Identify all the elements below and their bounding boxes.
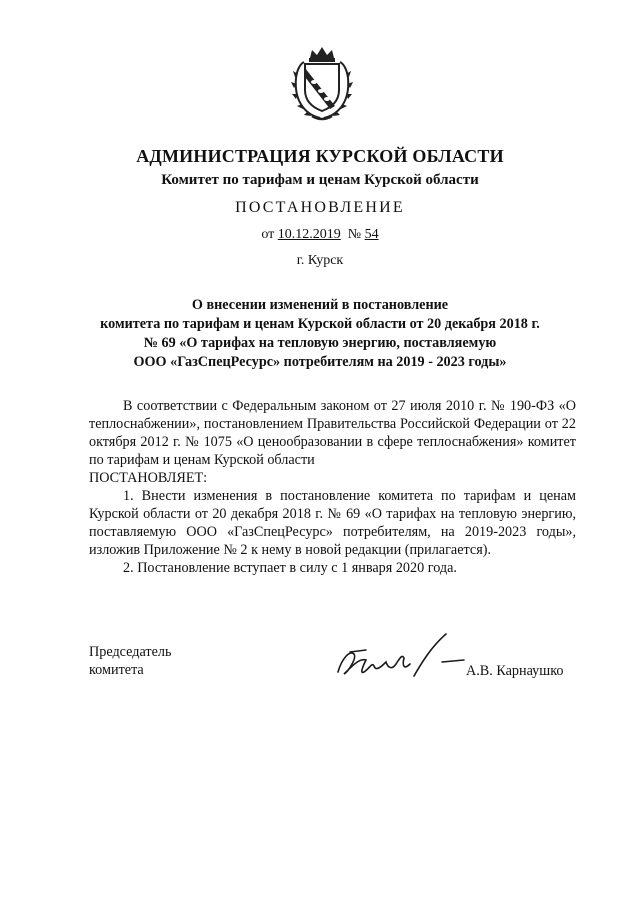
- signatory-position: [89, 643, 171, 679]
- position-line-1: Председатель: [89, 644, 172, 660]
- decree-word: ПОСТАНОВЛЯЕТ:: [89, 470, 208, 486]
- handwritten-signature: [330, 628, 470, 688]
- document-type: ПОСТАНОВЛЕНИЕ: [235, 199, 405, 216]
- signatory-name: А.В. Карнаушко: [466, 663, 564, 679]
- document-number: 54: [364, 227, 379, 242]
- number-prefix: №: [340, 227, 365, 242]
- document-subject: [60, 296, 580, 372]
- coat-of-arms-icon: [290, 44, 354, 124]
- date-number-line: [0, 227, 640, 243]
- subject-line: О внесении изменений в постановление: [191, 297, 449, 313]
- item-2: 2. Постановление вступает в силу с 1 января 2020 года.: [123, 560, 457, 576]
- document-date: 10.12.2019: [277, 227, 341, 242]
- date-prefix: от: [261, 227, 278, 242]
- subject-line: ООО «ГазСпецРесурс» потребителям на 2019 - 2023 годы»: [133, 354, 507, 370]
- city: г. Курск: [296, 253, 344, 268]
- preamble-paragraph: В соответствии с Федеральным законом от 27 июля 2010 г. № 190-ФЗ «О теплоснабжении», постановлением Правительства Российской Федерации от 22 октября 2012 г. № 1075 «О ценообразовании в сфере теплоснабжения» комитет по тарифам и ценам Курской области: [89, 398, 576, 468]
- administration-title: АДМИНИСТРАЦИЯ КУРСКОЙ ОБЛАСТИ: [136, 146, 504, 166]
- subject-line: № 69 «О тарифах на тепловую энергию, поставляемую: [143, 335, 497, 351]
- position-line-2: комитета: [89, 662, 144, 678]
- item-1: 1. Внести изменения в постановление комитета по тарифам и ценам Курской области от 20 декабря 2018 г. № 69 «О тарифах на тепловую энергию, поставляемую ООО «ГазСпецРесурс» потребителям, на 2019-2023 годы», изложив Приложение № 2 к нему в новой редакции (прилагается).: [89, 488, 576, 558]
- committee-name: Комитет по тарифам и ценам Курской области: [161, 172, 479, 188]
- document-body: [89, 397, 576, 577]
- subject-line: комитета по тарифам и ценам Курской области от 20 декабря 2018 г.: [100, 316, 540, 332]
